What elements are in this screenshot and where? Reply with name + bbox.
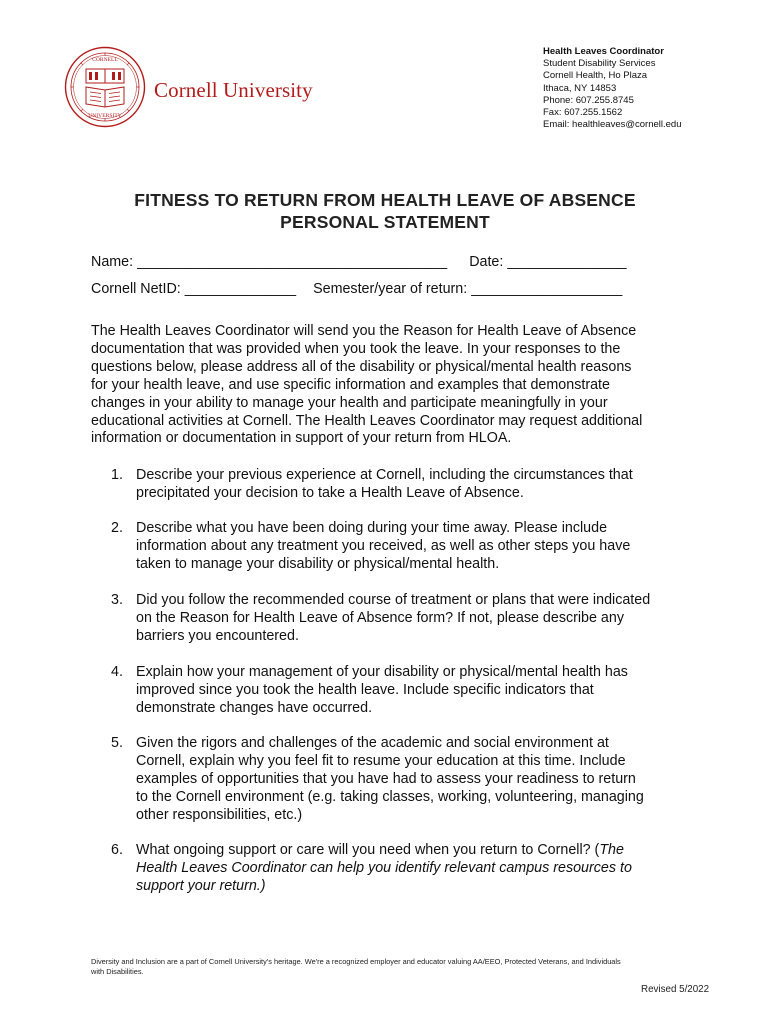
semester-field[interactable]: Semester/year of return: ___________________ <box>313 281 623 297</box>
contact-fax: Fax: 607.255.1562 <box>543 107 623 119</box>
question-line: Explain how your management of your disability or physical/mental health has <box>136 664 628 680</box>
question-line: precipitated your decision to take a Health Leave of Absence. <box>136 484 524 501</box>
svg-text:CORNELL: CORNELL <box>92 57 118 63</box>
contact-block <box>543 46 682 131</box>
italic-line: Health Leaves Coordinator can help you identify relevant campus resources to <box>136 859 632 876</box>
cornell-seal-icon <box>64 46 146 128</box>
intro-line: for your health leave, and use specific information and examples that demonstrate <box>91 376 610 393</box>
diversity-line: Diversity and Inclusion are a part of Cornell University's heritage. We're a recognized employer and educator valuing AA/EEO, Protected Veterans, and Individuals <box>91 957 621 966</box>
contact-line: Cornell Health, Ho Plaza <box>543 70 648 82</box>
question-line: examples of opportunities that you have had to assess your readiness to return <box>136 770 636 787</box>
intro-line: information or documentation in support of your return from HLOA. <box>91 430 512 447</box>
question-line: Describe what you have been doing during your time away. Please include <box>136 520 608 536</box>
question-line <box>136 860 632 878</box>
contact-line: Ithaca, NY 14853 <box>543 82 617 94</box>
question-line: other responsibilities, etc.) <box>136 806 303 823</box>
cornell-wordmark: Cornell University <box>154 78 313 102</box>
question-number: 3. <box>111 592 123 608</box>
question-line: Cornell, explain why you feel fit to resume your education at this time. Include <box>136 752 626 769</box>
diversity-line: with Disabilities. <box>91 967 144 976</box>
diversity-statement <box>91 957 701 977</box>
netid-semester-row <box>91 281 622 297</box>
question-line: on the Reason for Health Leave of Absence form? If not, please describe any <box>136 609 624 626</box>
revision-date: Revised 5/2022 <box>641 984 710 995</box>
intro-paragraph <box>91 323 691 448</box>
netid-field[interactable]: Cornell NetID: ______________ <box>91 281 297 297</box>
question-line: taken to manage your disability or physical/mental health. <box>136 555 500 572</box>
question-number: 5. <box>111 735 123 751</box>
svg-text:UNIVERSITY: UNIVERSITY <box>88 113 122 119</box>
document-title: FITNESS TO RETURN FROM HEALTH LEAVE OF ABSENCE <box>134 190 636 210</box>
question-line: Describe your previous experience at Cornell, including the circumstances that <box>136 467 633 483</box>
question-line: information about any treatment you received, as well as other steps you have <box>136 537 631 554</box>
question-line: to the Cornell environment (e.g. taking classes, working, volunteering, managing <box>136 788 644 805</box>
italic-word: The <box>599 842 624 858</box>
date-field[interactable]: Date: _______________ <box>469 254 627 270</box>
contact-title: Health Leaves Coordinator <box>543 46 664 57</box>
intro-line: questions below, please address all of the disability or physical/mental health reasons <box>91 358 632 375</box>
contact-line: Student Disability Services <box>543 58 656 70</box>
question-line <box>136 842 632 860</box>
question-line: barriers you encountered. <box>136 627 299 644</box>
document-subtitle: PERSONAL STATEMENT <box>280 212 490 232</box>
question-line: Given the rigors and challenges of the academic and social environment at <box>136 735 609 751</box>
question-number: 4. <box>111 664 123 680</box>
question-number: 6. <box>111 842 123 858</box>
contact-email: Email: healthleaves@cornell.edu <box>543 119 682 131</box>
intro-line: educational activities at Cornell. The Health Leaves Coordinator may request additional <box>91 412 643 429</box>
name-date-row <box>91 254 627 270</box>
intro-line: The Health Leaves Coordinator will send you the Reason for Health Leave of Absence <box>91 323 637 339</box>
question-number: 1. <box>111 467 123 483</box>
intro-line: changes in your ability to manage your health and participate meaningfully in your <box>91 394 608 411</box>
intro-line: documentation that was provided when you took the leave. In your responses to the <box>91 340 621 357</box>
name-field[interactable]: Name: _______________________________________ <box>91 254 448 270</box>
italic-line: support your return.) <box>136 877 266 894</box>
question-line: improved since you took the health leave. Include specific indicators that <box>136 681 594 698</box>
question-line: Did you follow the recommended course of treatment or plans that were indicated <box>136 592 651 608</box>
question-number: 2. <box>111 520 123 536</box>
question-line-text: What ongoing support or care will you need when you return to Cornell? ( <box>136 842 600 858</box>
contact-phone: Phone: 607.255.8745 <box>543 94 634 106</box>
question-line: demonstrate changes have occurred. <box>136 699 373 716</box>
question-line <box>136 878 632 896</box>
